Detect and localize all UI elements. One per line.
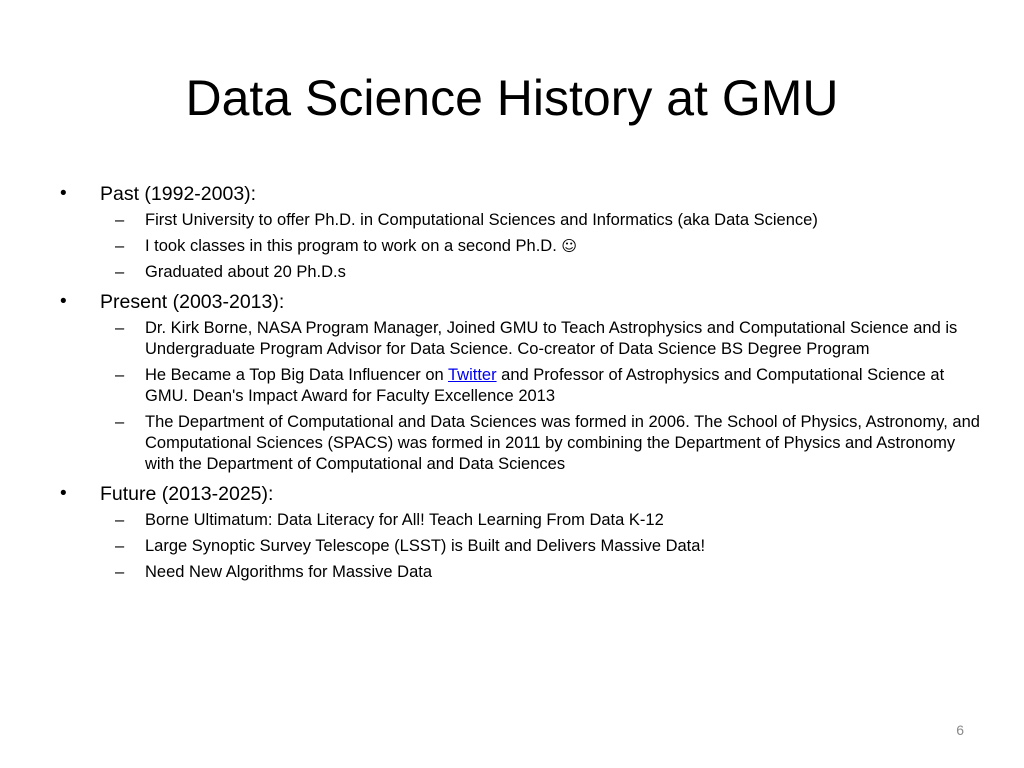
bullet-icon: • <box>60 291 67 312</box>
slide-title: Data Science History at GMU <box>185 70 839 126</box>
bullet-icon: • <box>60 183 67 204</box>
dash-icon: – <box>115 563 125 581</box>
list-item <box>60 562 980 583</box>
sub-list-future <box>60 510 980 583</box>
slide-content <box>60 180 980 588</box>
item-text: First University to offer Ph.D. in Computational Sciences and Informatics (aka Data Science) <box>145 211 818 229</box>
heading-text: Present (2003-2013): <box>100 291 285 313</box>
bullet-heading-present <box>60 288 980 316</box>
section-future <box>60 480 980 583</box>
item-text: Graduated about 20 Ph.D.s <box>145 263 346 281</box>
bullet-icon: • <box>60 483 67 504</box>
item-text-after-link: and Professor of Astrophysics and Computational Science at GMU. Dean's Impact Award for Faculty Excellence 2013 <box>145 366 945 405</box>
smiley-icon: ☺ <box>561 237 578 255</box>
bullet-heading-future <box>60 480 980 508</box>
item-text: Dr. Kirk Borne, NASA Program Manager, Joined GMU to Teach Astrophysics and Computational Science and is Undergraduate Program Advisor for Data Science. Co-creator of Data Science BS Degree Program <box>145 319 958 358</box>
list-item <box>60 412 980 475</box>
list-item <box>60 365 980 407</box>
dash-icon: – <box>115 319 125 337</box>
dash-icon: – <box>115 413 125 431</box>
list-item <box>60 262 980 283</box>
sub-list-past <box>60 210 980 283</box>
item-text: Large Synoptic Survey Telescope (LSST) is Built and Delivers Massive Data! <box>145 537 706 555</box>
list-item <box>60 536 980 557</box>
dash-icon: – <box>115 511 125 529</box>
dash-icon: – <box>115 366 125 384</box>
dash-icon: – <box>115 211 125 229</box>
heading-text: Past (1992-2003): <box>100 183 257 205</box>
twitter-link[interactable]: Twitter <box>448 366 497 384</box>
item-text: Need New Algorithms for Massive Data <box>145 563 433 581</box>
item-text: I took classes in this program to work on a second Ph.D. <box>145 237 557 255</box>
list-item <box>60 236 980 257</box>
list-item <box>60 510 980 531</box>
dash-icon: – <box>115 263 125 281</box>
bullet-heading-past <box>60 180 980 208</box>
list-item <box>60 318 980 360</box>
section-present <box>60 288 980 475</box>
item-text: The Department of Computational and Data Sciences was formed in 2006. The School of Physics, Astronomy, and Computational Sciences (SPACS) was formed in 2011 by combining the Department of Physics and Astronomy with the Department of Computational and Data Sciences <box>145 413 980 473</box>
heading-text: Future (2013-2025): <box>100 483 274 505</box>
dash-icon: – <box>115 237 125 255</box>
page-number: 6 <box>956 722 964 738</box>
item-text: Borne Ultimatum: Data Literacy for All! Teach Learning From Data K-12 <box>145 511 664 529</box>
dash-icon: – <box>115 537 125 555</box>
item-text-before-link: He Became a Top Big Data Influencer on <box>145 366 448 384</box>
sub-list-present <box>60 318 980 475</box>
list-item <box>60 210 980 231</box>
section-past <box>60 180 980 283</box>
